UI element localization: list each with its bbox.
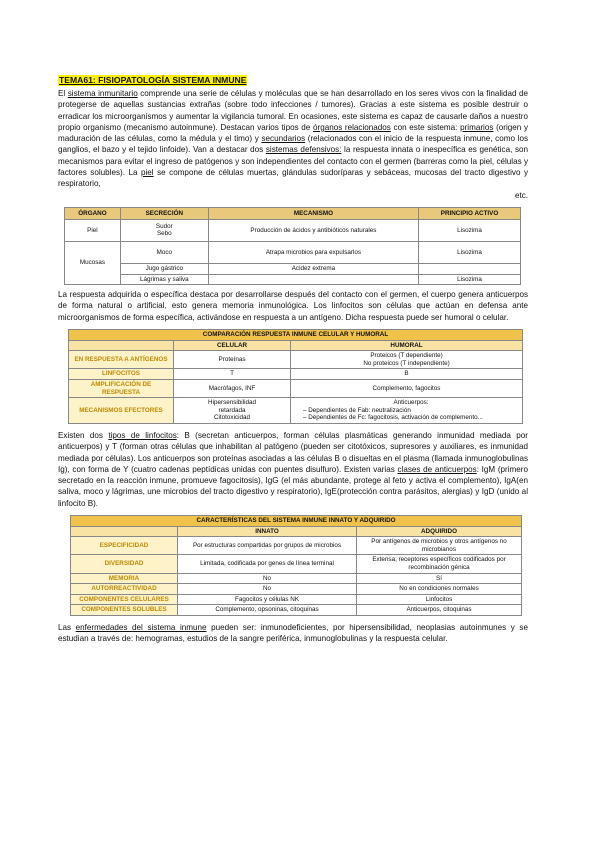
cell <box>419 263 521 274</box>
text: se compone de células muertas, glándulas sudoríparas y sebáceas, mucosas del tracto digestivo y respiratorio, <box>58 168 528 189</box>
text: pueden ser: inmunodeficientes, por hipersensibilidad, neoplasias autoinmunes y se estudian a través de: hemogramas, estudios de la sangre periférica, inmunoglobulinas y la respuesta celular. <box>58 623 528 644</box>
paragraph-intro <box>58 88 528 190</box>
row-label: MEMORIA <box>71 573 178 584</box>
cell: Acidez extrema <box>208 263 418 274</box>
col-header: ADQUIRIDO <box>357 526 522 537</box>
text: Proteicos (T dependiente) <box>370 352 443 360</box>
text: Las <box>58 623 76 632</box>
text: Citotoxicidad <box>213 414 251 422</box>
text: retardada <box>218 406 246 414</box>
col-header: CELULAR <box>174 340 291 351</box>
term-primarios: primarios <box>460 122 494 132</box>
cell: Linfocitos <box>357 594 522 605</box>
row-label: ESPECIFICIDAD <box>71 537 178 555</box>
cell: Macrófagos, INF <box>174 380 291 398</box>
etc-line <box>58 190 528 201</box>
row-label: LINFOCITOS <box>69 369 174 380</box>
cell: Por estructuras compartidas por grupos de microbios <box>178 537 357 555</box>
text: la respuesta innata o inespecífica es genética, son mecanismos para evitar el ingreso de patógenos y son independientes del contacto con el germen (barreras como la piel, células y factores solubles). La <box>58 145 529 178</box>
col-header: INNATO <box>178 526 357 537</box>
text: (origen y maduración de las células, como la médula y el timo) y <box>58 122 528 144</box>
text: Anticuerpos: <box>393 399 429 407</box>
cell <box>208 274 418 285</box>
text: etc. <box>514 190 528 200</box>
cell <box>174 398 291 424</box>
cell: Anticuerpos, citoquinas <box>357 605 522 616</box>
term-sistema-inmunitario: sistema inmunitario <box>67 89 138 98</box>
text: : IgM (primero secretado en la reacción inmune, promueve fagocitosis), IgG (el más abundante, protege al feto y activa el complemento), IgA(en saliva, moco y lágrimas, une microbios del tracto digestivo y respiratorio), IgE(protección contra parásitos, alergias) y IgD (unido al linfocito B). <box>58 464 528 508</box>
cell: Sí <box>357 573 522 584</box>
col-header: PRINCIPIO ACTIVO <box>419 207 521 219</box>
text: – Dependientes de Fab: neutralización <box>303 406 411 414</box>
cell <box>291 398 523 424</box>
row-label: COMPONENTES SOLUBLES <box>71 605 178 616</box>
table-row <box>71 594 522 605</box>
text: No proteicos (T independiente) <box>363 359 450 367</box>
paragraph-adquirida: La respuesta adquirida o específica destaca por desarrollarse después del contacto con el germen, el cuerpo genera anticuerpos de forma natural o artificial, esto genera memoria inmunológica. Los linfocitos son células que actúan en defensa ante microorganismos de forma específica, activándose en respuesta a un antígeno. Dicha respuesta puede ser humoral o celular. <box>58 290 528 322</box>
col-header: MECANISMO <box>208 207 418 219</box>
row-label: AUTORREACTIVIDAD <box>71 584 178 595</box>
cell: Lisozima <box>419 241 521 263</box>
table-row <box>71 605 522 616</box>
cell: Atrapa microbios para expulsarlos <box>208 241 418 263</box>
cell: T <box>174 369 291 380</box>
cell: No <box>178 584 357 595</box>
cell: Lisozima <box>419 219 521 241</box>
cell: Complemento, opsoninas, citoquinas <box>178 605 357 616</box>
table-title: COMPARACIÓN RESPUESTA INMUNE CELULAR Y HUMORAL <box>69 330 523 341</box>
table-celular-humoral <box>68 329 523 424</box>
document-page <box>58 70 528 645</box>
term-organos: órganos relacionados <box>313 122 391 132</box>
cell <box>71 526 178 537</box>
cell: No <box>178 573 357 584</box>
term-tipos: tipos de linfocitos <box>108 430 177 440</box>
document-title: TEMA61: FISIOPATOLOGÍA SISTEMA INMUNE <box>59 75 247 85</box>
cell: Complemento, fagocitos <box>291 380 523 398</box>
text: – Dependientes de Fc: fagocitosis, activación de complemento... <box>303 414 483 422</box>
cell: Lágrimas y saliva <box>120 274 208 285</box>
table-body <box>71 537 522 616</box>
text: comprende una serie de células y moléculas que se han desarrollado en los seres vivos con la finalidad de protegerse de aquellas sustancias extrañas (sobre todo infecciones / tumores). Gracias a este sistema es posible destruir o erradicar los microorganismos y aumentar la vigilancia tumoral. En ocasiones, este sistema es capaz de causarle daños a nuestro propio organismo (mecanismo autoinmune). Destacan varios tipos de <box>58 89 528 132</box>
col-header: HUMORAL <box>291 340 523 351</box>
cell <box>291 351 523 369</box>
term-piel: piel <box>140 168 154 178</box>
cell: Mucosas <box>65 241 121 284</box>
table-row <box>71 573 522 584</box>
text: : B (secretan anticuerpos, forman células plasmáticas generando inmunidad mediada por anticuerpos) y T (forman otras células que inhabilitan al patógeno (pueden ser citotóxicos, supresores y auxiliares, es inmunidad mediada por células). Los anticuerpos son proteínas asociadas a las células B o disueltas en el plasma (llamada inmunoglobulinas Ig), con forma de Y (cuatro cadenas peptídicas unidas con puentes disulfuro). Existen varias <box>58 430 529 474</box>
text: (relacionados con el inicio de la respuesta inmune, como los ganglios, el bazo y el tejido linfoide). Van a destacar dos <box>58 134 528 155</box>
cell: Fagocitos y células NK <box>178 594 357 605</box>
table-row <box>71 537 522 555</box>
paragraph-enfermedades <box>58 622 528 645</box>
term-secundarios: secundarios <box>261 134 306 144</box>
table-row <box>71 584 522 595</box>
row-label: MECANISMOS EFECTORES <box>69 398 174 424</box>
text: Sebo <box>156 230 172 238</box>
row-label: DIVERSIDAD <box>71 555 178 573</box>
term-enfermedades: enfermedades del sistema inmune <box>75 623 207 632</box>
text: Sudor <box>155 222 173 230</box>
text: con este sistema: <box>390 122 461 132</box>
cell: Producción de ácidos y antibióticos naturales <box>208 219 418 241</box>
cell <box>120 219 208 241</box>
cell: Limitada, codificada por genes de línea terminal <box>178 555 357 573</box>
col-header: ÓRGANO <box>65 207 121 219</box>
cell: Piel <box>65 219 121 241</box>
cell: No en condiciones normales <box>357 584 522 595</box>
cell: Extensa, receptores específicos codificados por recombinación génica <box>357 555 522 573</box>
table-row <box>71 555 522 573</box>
cell: Proteínas <box>174 351 291 369</box>
row-label: AMPLIFICACIÓN DE RESPUESTA <box>69 380 174 398</box>
cell: Jugo gástrico <box>120 263 208 274</box>
text: Existen dos <box>58 430 109 440</box>
table-title: CARACTERÍSTICAS DEL SISTEMA INMUNE INNATO Y ADQUIRIDO <box>71 516 522 527</box>
cell: B <box>291 369 523 380</box>
table-innate-barriers <box>64 207 521 285</box>
row-label: EN RESPUESTA A ANTÍGENOS <box>69 351 174 369</box>
text: Hipersensibilidad <box>208 399 256 407</box>
paragraph-linfocitos <box>58 430 528 509</box>
table-innato-adquirido <box>70 515 522 616</box>
row-label: COMPONENTES CELULARES <box>71 594 178 605</box>
cell: Lisozima <box>419 274 521 285</box>
text: El <box>58 89 68 98</box>
term-clases: clases de anticuerpos <box>397 464 477 474</box>
term-sistemas: sistemas defensivos: <box>265 145 342 155</box>
col-header: SECRECIÓN <box>120 207 208 219</box>
cell <box>69 340 174 351</box>
cell: Por antígenos de microbios y otros antígenos no microbianos <box>357 537 522 555</box>
cell: Moco <box>120 241 208 263</box>
